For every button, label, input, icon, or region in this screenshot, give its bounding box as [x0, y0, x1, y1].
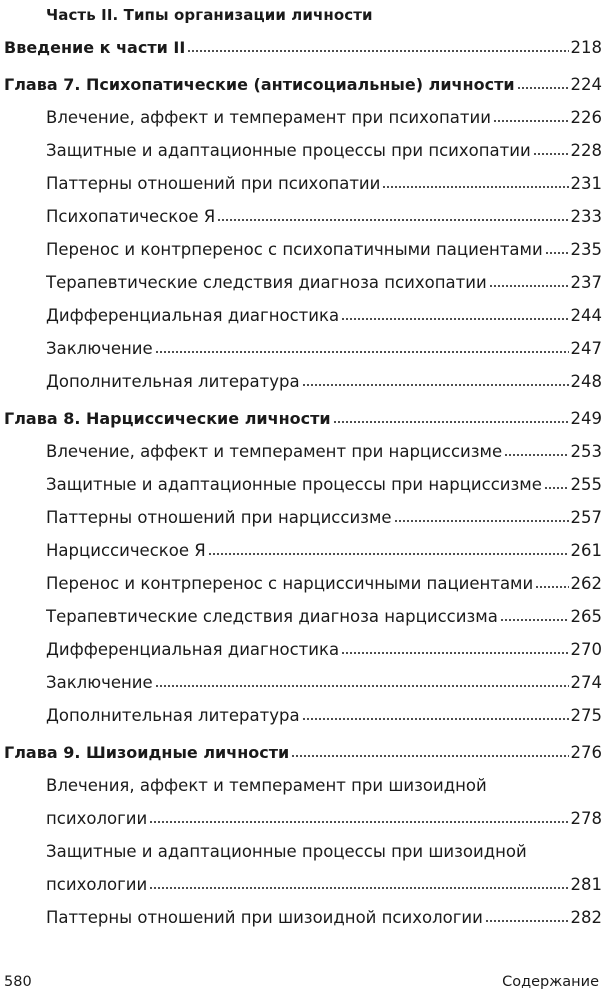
toc-entry-title: Влечение, аффект и темперамент при психопатии [46, 108, 491, 127]
toc-entry-title: Перенос и контрперенос с нарциссичными пациентами [46, 574, 534, 593]
toc-entry-title: психологии [46, 875, 148, 894]
section-name: Содержание [502, 974, 599, 990]
toc-entry[interactable] [46, 541, 602, 560]
toc-entry[interactable] [46, 475, 602, 494]
dot-leader [187, 49, 568, 53]
toc-entry[interactable] [46, 108, 602, 127]
toc-page-number: 233 [570, 207, 602, 226]
toc-entry[interactable] [46, 706, 602, 725]
toc-page-number: 282 [570, 908, 602, 927]
toc-entry[interactable] [46, 141, 602, 160]
toc-entry-title: Терапевтические следствия диагноза нарциссизма [46, 607, 498, 626]
toc-entry-title: Терапевтические следствия диагноза психопатии [46, 273, 487, 292]
dot-leader [333, 420, 569, 424]
toc-page-number: 249 [570, 409, 602, 428]
toc-entry-title: Дополнительная литература [46, 706, 300, 725]
toc-page-number: 276 [570, 743, 602, 762]
toc-page-number: 270 [570, 640, 602, 659]
dot-leader [208, 552, 569, 556]
toc-entry-title: Дополнительная литература [46, 372, 300, 391]
toc-page-number: 278 [570, 809, 602, 828]
dot-leader [544, 486, 569, 490]
dot-leader [533, 152, 569, 156]
dot-leader [155, 684, 569, 688]
toc-entry-line [46, 776, 602, 795]
toc-entry-title-line1: Влечения, аффект и темперамент при шизоидной [46, 776, 487, 795]
dot-leader [149, 820, 568, 824]
toc-page-number: 226 [570, 108, 602, 127]
dot-leader [291, 754, 568, 758]
toc-entry[interactable] [46, 574, 602, 593]
toc-entry-title: Дифференциальная диагностика [46, 640, 340, 659]
toc-page-number: 247 [570, 339, 602, 358]
toc-entry-title: Перенос и контрперенос с психопатичными пациентами [46, 240, 543, 259]
dot-leader [149, 886, 568, 890]
toc-entry-title: психологии [46, 809, 148, 828]
toc-page-number: 255 [570, 475, 602, 494]
dot-leader [341, 651, 568, 655]
dot-leader [341, 317, 568, 321]
toc-page-number: 265 [570, 607, 602, 626]
dot-leader [504, 453, 568, 457]
toc-entry[interactable] [46, 339, 602, 358]
toc-entry[interactable] [46, 607, 602, 626]
toc-chapter-title: Введение к части II [4, 38, 186, 57]
toc-entry-title: Заключение [46, 673, 153, 692]
toc-page-number: 253 [570, 442, 602, 461]
toc-chapter[interactable] [4, 75, 602, 94]
toc-entry-title: Заключение [46, 339, 153, 358]
toc-chapter-title: Глава 9. Шизоидные личности [4, 743, 290, 762]
toc-page-number: 244 [570, 306, 602, 325]
toc-page-number: 261 [570, 541, 602, 560]
toc-entry-title-line1: Защитные и адаптационные процессы при шизоидной [46, 842, 527, 861]
dot-leader [302, 717, 569, 721]
toc-chapter[interactable] [4, 38, 602, 57]
dot-leader [489, 284, 569, 288]
toc-entry[interactable] [46, 306, 602, 325]
toc-entry[interactable] [46, 875, 602, 894]
part-title: Часть II. Типы организации личности [46, 6, 373, 24]
toc-entry-title: Влечение, аффект и темперамент при нарциссизме [46, 442, 503, 461]
toc-page-number: 275 [570, 706, 602, 725]
toc-entry-title: Паттерны отношений при нарциссизме [46, 508, 392, 527]
toc-page-number: 262 [570, 574, 602, 593]
toc-entry-title: Психопатическое Я [46, 207, 216, 226]
dot-leader [394, 519, 569, 523]
toc-entry[interactable] [46, 207, 602, 226]
dot-leader [217, 218, 568, 222]
dot-leader [500, 618, 569, 622]
toc-entry-title: Защитные и адаптационные процессы при психопатии [46, 141, 531, 160]
toc-entry[interactable] [46, 442, 602, 461]
toc-entry-line [46, 842, 602, 861]
toc-entry[interactable] [46, 809, 602, 828]
toc-page-number: 224 [570, 75, 602, 94]
toc-entry[interactable] [46, 174, 602, 193]
toc-chapter[interactable] [4, 743, 602, 762]
dot-leader [302, 383, 569, 387]
toc-chapter-title: Глава 8. Нарциссические личности [4, 409, 331, 428]
dot-leader [545, 251, 569, 255]
dot-leader [155, 350, 569, 354]
dot-leader [485, 919, 569, 923]
toc-page-number: 237 [570, 273, 602, 292]
dot-leader [493, 119, 569, 123]
toc-page-number: 274 [570, 673, 602, 692]
toc-entry[interactable] [46, 273, 602, 292]
toc-page-number: 248 [570, 372, 602, 391]
toc-entry-title: Нарциссическое Я [46, 541, 206, 560]
toc-entry[interactable] [46, 508, 602, 527]
page-number: 580 [4, 974, 32, 990]
toc-page-number: 228 [570, 141, 602, 160]
toc-entry[interactable] [46, 640, 602, 659]
toc-entry-title: Паттерны отношений при психопатии [46, 174, 381, 193]
toc-entry-title: Защитные и адаптационные процессы при нарциссизме [46, 475, 542, 494]
dot-leader [535, 585, 568, 589]
toc-entry[interactable] [46, 372, 602, 391]
toc-page-number: 235 [570, 240, 602, 259]
toc-page-number: 231 [570, 174, 602, 193]
toc-entry-title: Дифференциальная диагностика [46, 306, 340, 325]
toc-page-number: 281 [570, 875, 602, 894]
dot-leader [382, 185, 568, 189]
toc-entry[interactable] [46, 908, 602, 927]
dot-leader [517, 86, 569, 90]
toc-chapter-title: Глава 7. Психопатические (антисоциальные) личности [4, 75, 515, 94]
toc-page-number: 218 [570, 38, 602, 57]
toc-chapter[interactable] [4, 409, 602, 428]
toc-entry-title: Паттерны отношений при шизоидной психологии [46, 908, 483, 927]
toc-page-number: 257 [570, 508, 602, 527]
toc-entry[interactable] [46, 240, 602, 259]
toc-entry[interactable] [46, 673, 602, 692]
